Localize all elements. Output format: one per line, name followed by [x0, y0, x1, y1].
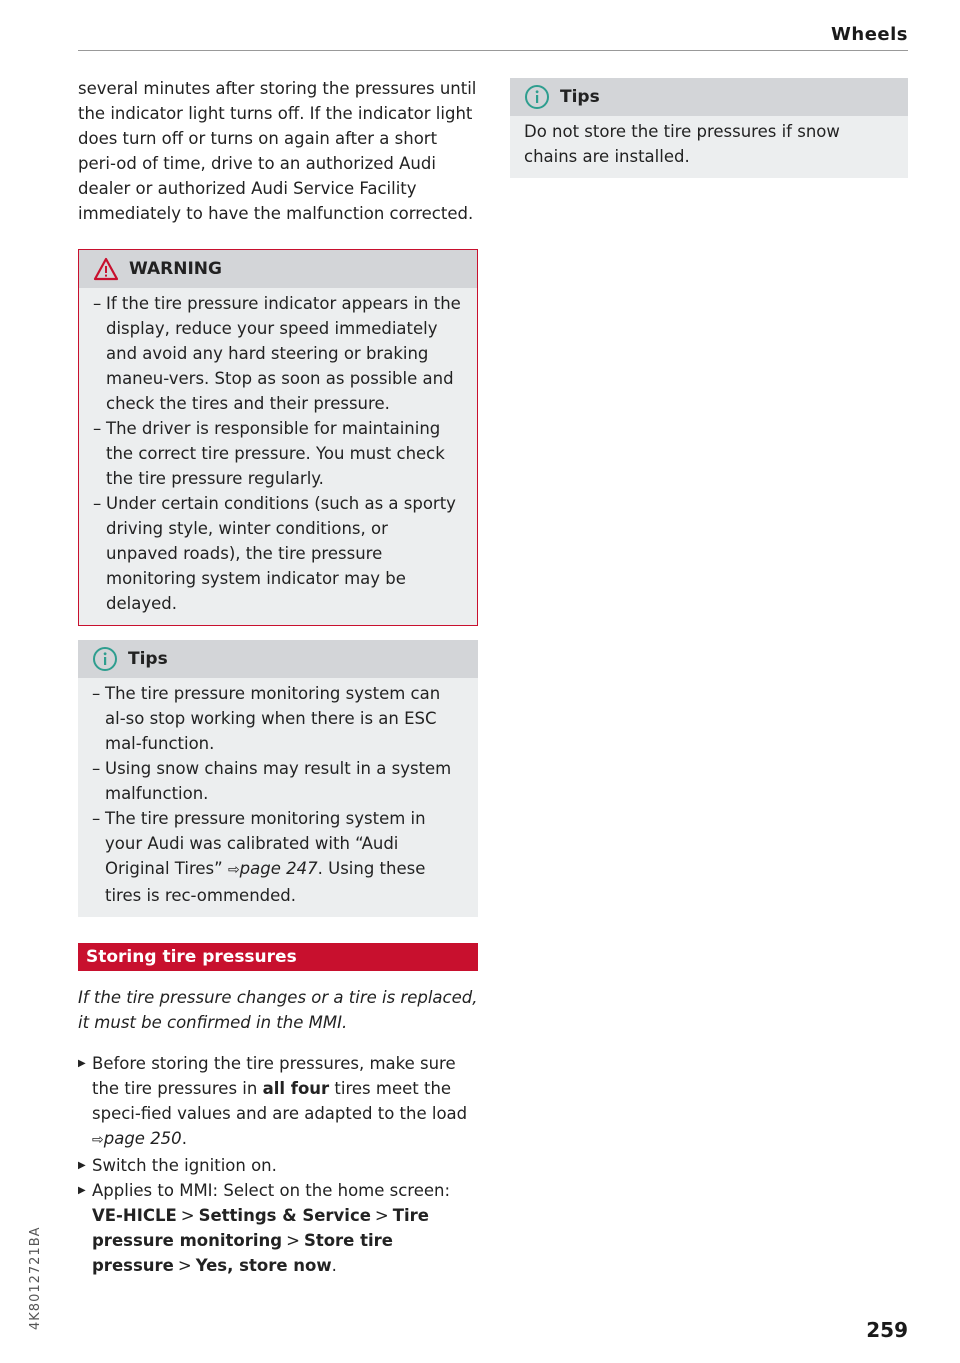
tips-list [92, 681, 464, 908]
tips-header [78, 640, 478, 678]
step-text: . [181, 1129, 187, 1148]
warning-box [78, 249, 478, 626]
tips-body [78, 678, 478, 917]
right-column [510, 78, 908, 178]
menu-separator: > [180, 1206, 195, 1225]
step-text: Applies to MMI: Select on the home screen: [92, 1181, 451, 1200]
menu-separator: > [286, 1231, 300, 1250]
header-divider [78, 50, 908, 51]
warning-item: – The driver is responsible for maintaining the correct tire pressure. You must check the tire pressure regularly. [93, 416, 463, 491]
document-code: 4K8012721BA [28, 1226, 43, 1330]
info-circle-icon [92, 646, 118, 672]
steps-list [78, 1051, 478, 1278]
cross-ref-arrow-icon: ⇨ [92, 1132, 104, 1148]
warning-body [79, 288, 477, 625]
tips-box-right [510, 78, 908, 178]
tips-item [92, 806, 464, 908]
tips-body [510, 116, 908, 178]
tips-header [510, 78, 908, 116]
info-circle-icon [524, 84, 550, 110]
cross-ref-arrow-icon: ⇨ [227, 862, 240, 878]
tips-box [78, 640, 478, 917]
tips-item-text: . Using these tires is rec-ommended. [105, 859, 426, 905]
step-text: . [331, 1256, 337, 1275]
step-item [78, 1051, 478, 1153]
tips-item: – Using snow chains may result in a system malfunction. [92, 756, 464, 806]
menu-path-item: Settings & Service [198, 1206, 371, 1225]
step-text-bold: all four [262, 1079, 330, 1098]
section-intro: If the tire pressure changes or a tire is replaced, it must be confirmed in the MMI. [78, 988, 478, 1032]
tips-item: – The tire pressure monitoring system can al-so stop working when there is an ESC mal-function. [92, 681, 464, 756]
menu-separator: > [177, 1256, 192, 1275]
step-text: Before storing the tire pressures, make sure the tire pressures in [92, 1054, 456, 1098]
step-item [78, 1178, 478, 1278]
warning-header [79, 250, 477, 288]
warning-list [93, 291, 463, 616]
menu-path-item: Tire pressure monitoring [92, 1206, 429, 1250]
menu-path-item: Store tire pressure [92, 1231, 393, 1275]
tips-text: Do not store the tire pressures if snow chains are installed. [524, 122, 840, 166]
warning-item: – Under certain conditions (such as a sporty driving style, winter conditions, or unpaved roads), the tire pressure monitoring system indicator may be delayed. [93, 491, 463, 616]
warning-triangle-icon [93, 256, 119, 282]
chapter-title: Wheels [831, 24, 908, 45]
tips-title: Tips [560, 86, 600, 107]
menu-path-item: Yes, store now [195, 1256, 332, 1275]
page-reference-link[interactable]: page 250 [103, 1129, 182, 1148]
step-text: tires meet the speci-fied values and are adapted to the load [92, 1079, 468, 1123]
menu-separator: > [374, 1206, 389, 1225]
menu-path-item: VE-HICLE [92, 1206, 177, 1225]
tips-title: Tips [128, 648, 168, 669]
warning-item: – If the tire pressure indicator appears in the display, reduce your speed immediately and avoid any hard steering or braking maneu-vers. Stop as soon as possible and check the tires and their pressure. [93, 291, 463, 416]
page-reference-link[interactable]: page 247 [239, 859, 318, 878]
section-heading: Storing tire pressures [78, 943, 478, 971]
left-column [78, 76, 478, 1278]
warning-title: WARNING [129, 258, 222, 279]
step-item: ▶ Switch the ignition on. [78, 1153, 478, 1178]
page-number: 259 [866, 1318, 908, 1342]
intro-paragraph: several minutes after storing the pressures until the indicator light turns off. If the indicator light does turn off or turns on again after a short peri-od of time, drive to an authorized Audi dealer or authorized Audi Service Facility immediately to have the malfunction corrected. [78, 79, 477, 223]
tips-item-text: The tire pressure monitoring system in your Audi was calibrated with “Audi Original Tires” [105, 809, 426, 878]
